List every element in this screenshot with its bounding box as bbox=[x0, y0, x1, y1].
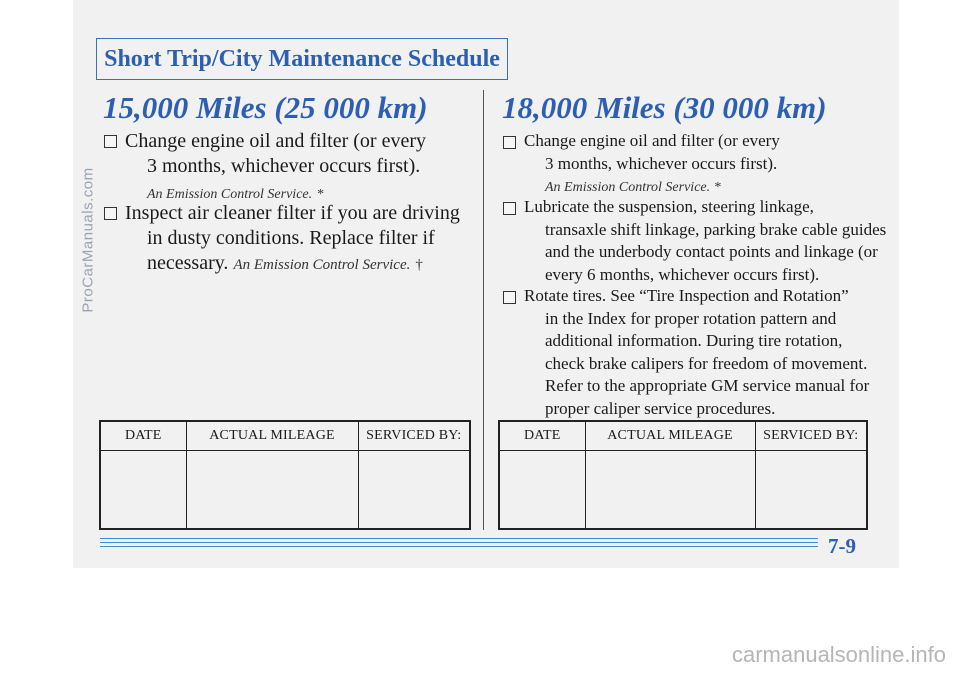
item-line: 3 months, whichever occurs first). bbox=[545, 153, 778, 173]
table-header-row bbox=[100, 421, 470, 451]
item-line: additional information. During tire rotation, bbox=[545, 331, 843, 350]
serviced-by-header: SERVICED BY: bbox=[755, 421, 867, 451]
footer-rule bbox=[100, 542, 818, 543]
item-line: transaxle shift linkage, parking brake cable guides bbox=[545, 219, 887, 239]
note-text: An Emission Control Service. bbox=[147, 187, 313, 202]
left-interval-title: 15,000 Miles (25 000 km) bbox=[103, 90, 428, 125]
item-line: Change engine oil and filter (or every bbox=[524, 131, 780, 150]
item-line: Inspect air cleaner filter if you are driving bbox=[125, 202, 460, 224]
date-cell[interactable] bbox=[100, 451, 186, 530]
note-text: An Emission Control Service. bbox=[233, 257, 411, 273]
table-row bbox=[499, 451, 867, 530]
asterisk-symbol: * bbox=[317, 187, 325, 202]
date-header: DATE bbox=[100, 421, 186, 451]
section-header bbox=[96, 38, 508, 80]
checkbox-icon[interactable] bbox=[104, 207, 117, 220]
mileage-header: ACTUAL MILEAGE bbox=[585, 421, 755, 451]
item-text bbox=[524, 196, 886, 286]
column-divider bbox=[483, 90, 484, 530]
item-text bbox=[524, 285, 869, 420]
item-line-text: necessary. bbox=[147, 252, 229, 274]
footer-rule bbox=[100, 546, 818, 547]
item-line: Lubricate the suspension, steering linkage, bbox=[524, 197, 814, 216]
table-row bbox=[100, 451, 470, 530]
item-line: check brake calipers for freedom of movement. bbox=[545, 353, 868, 373]
dagger-symbol: † bbox=[415, 257, 423, 273]
checklist-item bbox=[503, 130, 780, 199]
mileage-cell[interactable] bbox=[585, 451, 755, 530]
date-cell[interactable] bbox=[499, 451, 585, 530]
item-line: Change engine oil and filter (or every bbox=[125, 130, 426, 152]
footer-watermark: carmanualsonline.info bbox=[731, 642, 946, 667]
item-line bbox=[125, 251, 460, 278]
service-log-table-right bbox=[498, 420, 868, 530]
item-text bbox=[125, 129, 426, 206]
serviced-by-cell[interactable] bbox=[755, 451, 867, 530]
item-line: and the underbody contact points and linkage (or bbox=[545, 242, 878, 261]
item-line: Rotate tires. See “Tire Inspection and Rotation” bbox=[524, 286, 849, 305]
asterisk-symbol: * bbox=[714, 180, 722, 195]
item-line: every 6 months, whichever occurs first). bbox=[545, 264, 820, 284]
item-line: in dusty conditions. Replace filter if bbox=[147, 227, 435, 249]
item-line: in the Index for proper rotation pattern and bbox=[545, 308, 837, 328]
item-text bbox=[524, 130, 780, 199]
checklist-item bbox=[503, 285, 869, 420]
note-text: An Emission Control Service. bbox=[545, 180, 711, 195]
checkbox-icon[interactable] bbox=[503, 291, 516, 304]
mileage-cell[interactable] bbox=[186, 451, 358, 530]
checklist-item bbox=[104, 201, 460, 278]
table-header-row bbox=[499, 421, 867, 451]
right-interval-title: 18,000 Miles (30 000 km) bbox=[502, 90, 827, 125]
mileage-header: ACTUAL MILEAGE bbox=[186, 421, 358, 451]
item-line: proper caliper service procedures. bbox=[545, 398, 776, 418]
item-text bbox=[125, 201, 460, 278]
checkbox-icon[interactable] bbox=[503, 202, 516, 215]
serviced-by-header: SERVICED BY: bbox=[358, 421, 470, 451]
serviced-by-cell[interactable] bbox=[358, 451, 470, 530]
page-number: 7-9 bbox=[828, 534, 856, 558]
checklist-item bbox=[104, 129, 426, 206]
service-log-table-left bbox=[99, 420, 471, 530]
date-header: DATE bbox=[499, 421, 585, 451]
section-title: Short Trip/City Maintenance Schedule bbox=[104, 45, 500, 72]
checkbox-icon[interactable] bbox=[104, 135, 117, 148]
item-line: Refer to the appropriate GM service manual for bbox=[545, 376, 870, 395]
checklist-item bbox=[503, 196, 886, 286]
footer-rule bbox=[100, 538, 818, 539]
item-line: 3 months, whichever occurs first). bbox=[147, 155, 421, 177]
checkbox-icon[interactable] bbox=[503, 136, 516, 149]
side-watermark: ProCarManuals.com bbox=[79, 167, 97, 313]
